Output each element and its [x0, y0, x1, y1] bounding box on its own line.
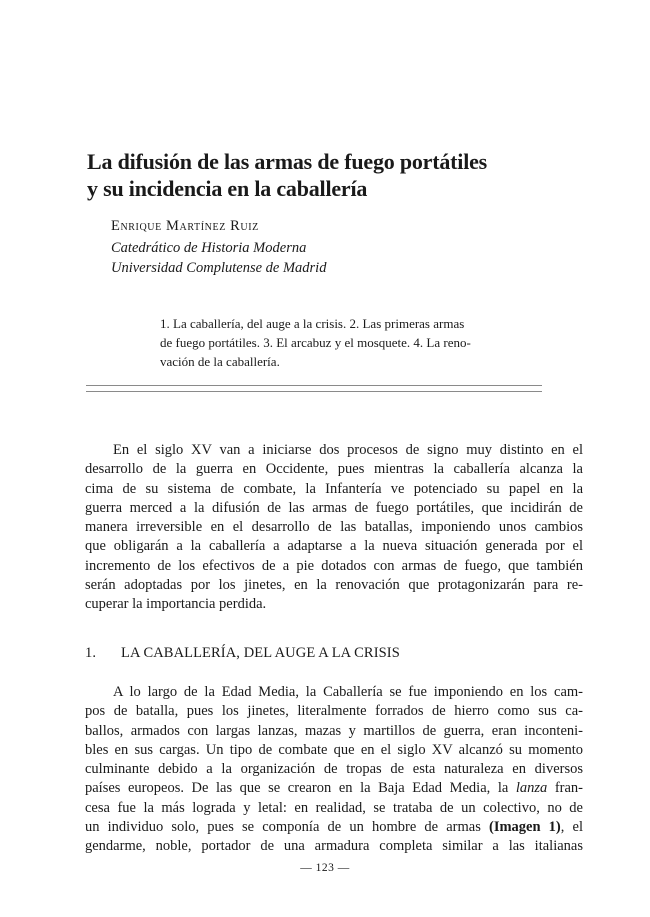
- text-line: pos de batalla, pues los jinetes, literalmente forrados de hierro como sus ca-: [85, 703, 583, 720]
- section-1-paragraph: [85, 683, 583, 856]
- text-line: cima de su sistema de combate, la Infantería ve potenciado su papel en la: [85, 480, 583, 497]
- article-title-line-2: y su incidencia en la caballería: [87, 176, 368, 201]
- text-segment: fran-: [554, 780, 583, 797]
- author-institution: Universidad Complutense de Madrid: [111, 260, 327, 276]
- summary-line: vación de la caballería.: [160, 354, 280, 369]
- text-line: serán adoptadas por los jinetes, en la renovación que protagonizarán para re-: [85, 576, 583, 593]
- text-segment: países europeos. De las que se crearon en la Baja Edad Media, la: [85, 780, 509, 797]
- text-line: que obligarán a la caballería a adaptarse a la nueva situación generada por el: [85, 538, 583, 555]
- section-number: 1.: [85, 645, 97, 661]
- article-title: [87, 148, 587, 202]
- section-heading: [85, 645, 400, 662]
- section-title: LA CABALLERÍA, DEL AUGE A LA CRISIS: [121, 645, 400, 661]
- text-segment: , el: [560, 818, 583, 835]
- author-position: Catedrático de Historia Moderna: [111, 240, 307, 256]
- intro-paragraph: [85, 441, 583, 614]
- text-line: manera irreversible en el desarrollo de las batallas, imponiendo unos cambios: [85, 519, 583, 535]
- section-divider: [86, 385, 542, 392]
- text-line: bles en sus cargas. Un tipo de combate que en el siglo XV alcanzó su momento: [85, 741, 583, 758]
- summary-line: de fuego portátiles. 3. El arcabuz y el mosquete. 4. La reno-: [160, 335, 471, 350]
- text-line: cuperar la importancia perdida.: [85, 596, 267, 612]
- text-line: ballos, armados con largas lanzas, mazas y martillos de guerra, eran inconteni-: [85, 722, 583, 739]
- text-line: [85, 779, 583, 798]
- author-name: Enrique Martínez Ruiz: [111, 218, 259, 234]
- text-segment: un individuo solo, pues se componía de un hombre de armas: [85, 818, 481, 835]
- page-number: — 123 —: [300, 862, 350, 874]
- text-line: [85, 818, 583, 837]
- text-line: guerra merced a la difusión de las armas de fuego portátiles, que incidirán de: [85, 499, 583, 516]
- text-line: culminante debido a la organización de tropas de esta naturaleza en diversos: [85, 761, 583, 777]
- text-line: cesa fue la más lograda y letal: en realidad, se trataba de un colectivo, no de: [85, 799, 583, 816]
- summary-line: 1. La caballería, del auge a la crisis. 2. Las primeras armas: [160, 316, 465, 331]
- article-title-line-1: La difusión de las armas de fuego portátiles: [87, 149, 488, 174]
- text-line: gendarme, noble, portador de una armadura completa similar a las italianas: [85, 838, 583, 854]
- image-reference: (Imagen 1): [489, 818, 561, 835]
- text-line: A lo largo de la Edad Media, la Caballería se fue imponiendo en los cam-: [113, 684, 583, 700]
- article-summary: [160, 314, 505, 371]
- italic-term: lanza: [515, 780, 548, 797]
- text-line: En el siglo XV van a iniciarse dos procesos de signo muy distinto en el: [113, 442, 583, 458]
- text-line: incremento de los efectivos de a pie dotados con armas de fuego, que también: [85, 557, 583, 574]
- text-line: desarrollo de la guerra en Occidente, pues mientras la caballería alcanza la: [85, 461, 583, 478]
